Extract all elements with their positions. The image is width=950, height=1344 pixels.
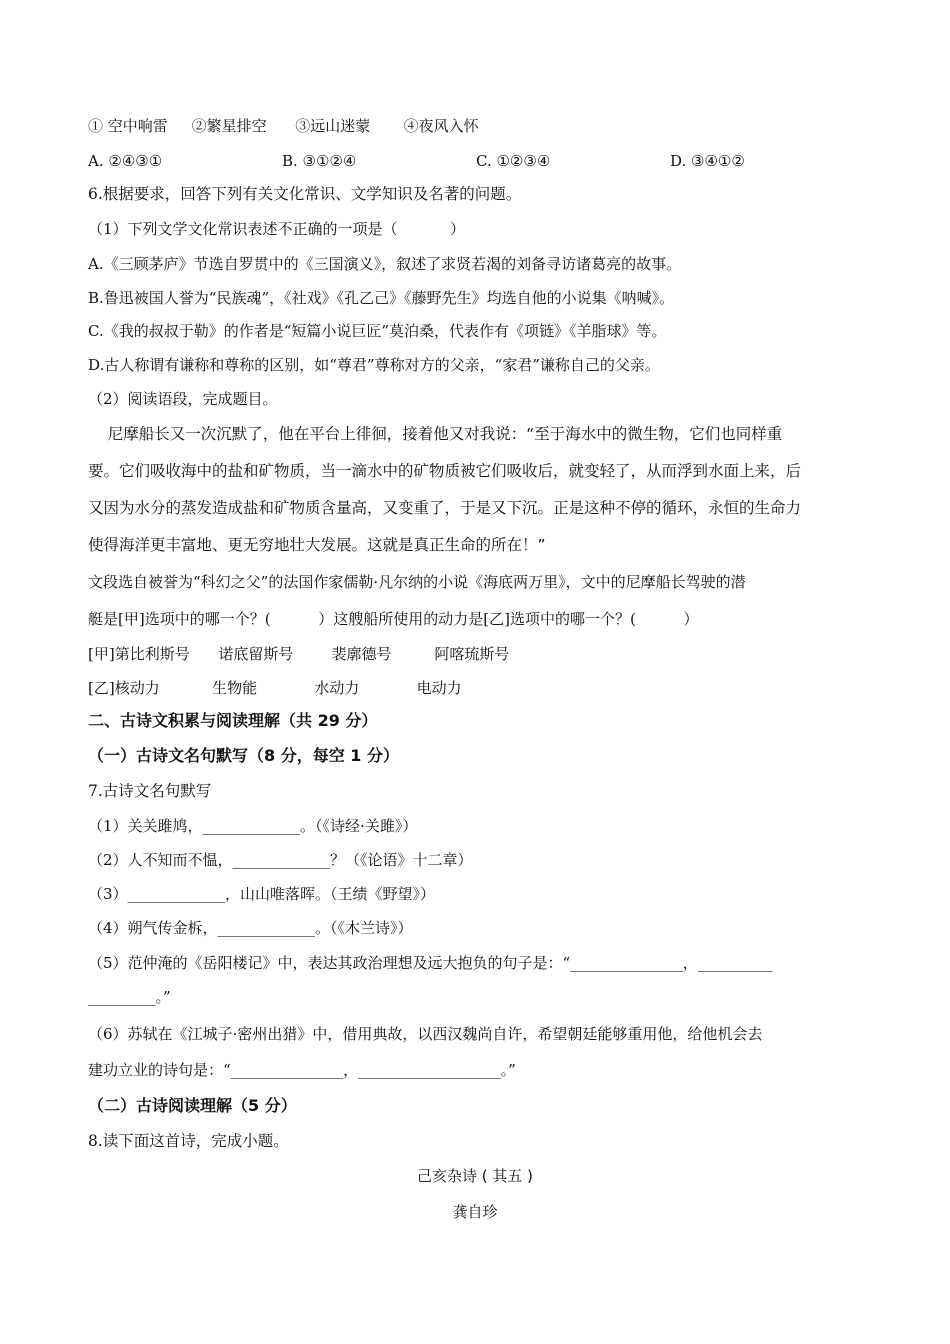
q7-item-1: （1）关关雎鸠，_____________。（《诗经·关雎》） xyxy=(88,817,418,835)
q6-stem: 6.根据要求，回答下列有关文化常识、文学知识及名著的问题。 xyxy=(88,185,522,203)
q6-sub1: （1）下列文学文化常识表述不正确的一项是（ ） xyxy=(88,220,465,238)
q7-item-4: （4）朔气传金柝，_____________。（《木兰诗》） xyxy=(88,919,413,937)
q6-options-jia: [甲]第比利斯号 诺底留斯号 裴廓德号 阿喀琉斯号 xyxy=(88,645,510,663)
passage-line-1: 尼摩船长又一次沉默了，他在平台上徘徊，接着他又对我说：“至于海水中的微生物，它们也同样重 xyxy=(88,425,783,443)
passage-line-3: 又因为水分的蒸发造成盐和矿物质含量高，又变重了，于是又下沉。正是这种不停的循环，永恒的生命力 xyxy=(88,499,802,517)
q6-option-c: C.《我的叔叔于勒》的作者是“短篇小说巨匠”莫泊桑，代表作有《项链》《羊脂球》等。 xyxy=(88,322,667,340)
q6-option-a: A.《三顾茅庐》节选自罗贯中的《三国演义》，叙述了求贤若渴的刘备寻访诸葛亮的故事。 xyxy=(88,255,682,273)
poem-author: 龚自珍 xyxy=(452,1203,498,1221)
poem-title: 己亥杂诗 ( 其五 ) xyxy=(416,1167,533,1185)
q6-sub2-text-2: 艇是[甲]选项中的哪一个？( ）这艘船所使用的动力是[乙]选项中的哪一个？( ） xyxy=(88,610,699,628)
q7-item-5: （5）范仲淹的《岳阳楼记》中，表达其政治理想及远大抱负的句子是：“_______________，__________ xyxy=(88,954,773,972)
q6-sub2: （2）阅读语段，完成题目。 xyxy=(88,390,278,408)
subsection-1-heading: （一）古诗文名句默写（8 分，每空 1 分） xyxy=(88,746,399,765)
q5-option-a: A. ②④③① xyxy=(88,152,163,170)
section-2-heading: 二、古诗文积累与阅读理解（共 29 分） xyxy=(88,711,378,730)
q6-option-b: B.鲁迅被国人誉为“民族魂”，《社戏》《孔乙己》《藤野先生》均选自他的小说集《呐喊》。 xyxy=(88,289,675,307)
q7-item-5-cont: _________。” xyxy=(88,988,171,1006)
passage-line-2: 要。它们吸收海中的盐和矿物质，当一滴水中的矿物质被它们吸收后，就变轻了，从而浮到水面上来，后 xyxy=(88,462,802,480)
q5-option-d: D. ③④①② xyxy=(670,152,745,170)
q5-option-c: C. ①②③④ xyxy=(476,152,551,170)
q8-stem: 8.读下面这首诗，完成小题。 xyxy=(88,1132,289,1150)
q6-sub2-text-1: 文段选自被誉为“科幻之父”的法国作家儒勒·凡尔纳的小说《海底两万里》，文中的尼摩船长驾驶的潜 xyxy=(88,573,746,591)
subsection-2-heading: （二）古诗阅读理解（5 分） xyxy=(88,1096,297,1115)
q7-item-3: （3）_____________，山山唯落晖。（王绩《野望》） xyxy=(88,885,436,903)
q5-items: ① 空中响雷 ②繁星排空 ③远山迷蒙 ④夜风入怀 xyxy=(88,117,479,135)
q7-stem: 7.古诗文名句默写 xyxy=(88,782,212,800)
q6-options-yi: [乙]核动力 生物能 水动力 电动力 xyxy=(88,679,462,697)
q7-item-6: （6）苏轼在《江城子·密州出猎》中，借用典故，以西汉魏尚自许，希望朝廷能够重用他，给他机会去 xyxy=(88,1025,763,1043)
q7-item-2: （2）人不知而不愠，_____________？（《论语》十二章） xyxy=(88,851,473,869)
q5-option-b: B. ③①②④ xyxy=(282,152,357,170)
passage-line-4: 使得海洋更丰富地、更无穷地壮大发展。这就是真正生命的所在！” xyxy=(88,536,546,554)
q6-option-d: D.古人称谓有谦称和尊称的区别，如“尊君”尊称对方的父亲，“家君”谦称自己的父亲。 xyxy=(88,356,660,374)
q7-item-6-cont: 建功立业的诗句是：“_______________，___________________。” xyxy=(88,1061,516,1079)
